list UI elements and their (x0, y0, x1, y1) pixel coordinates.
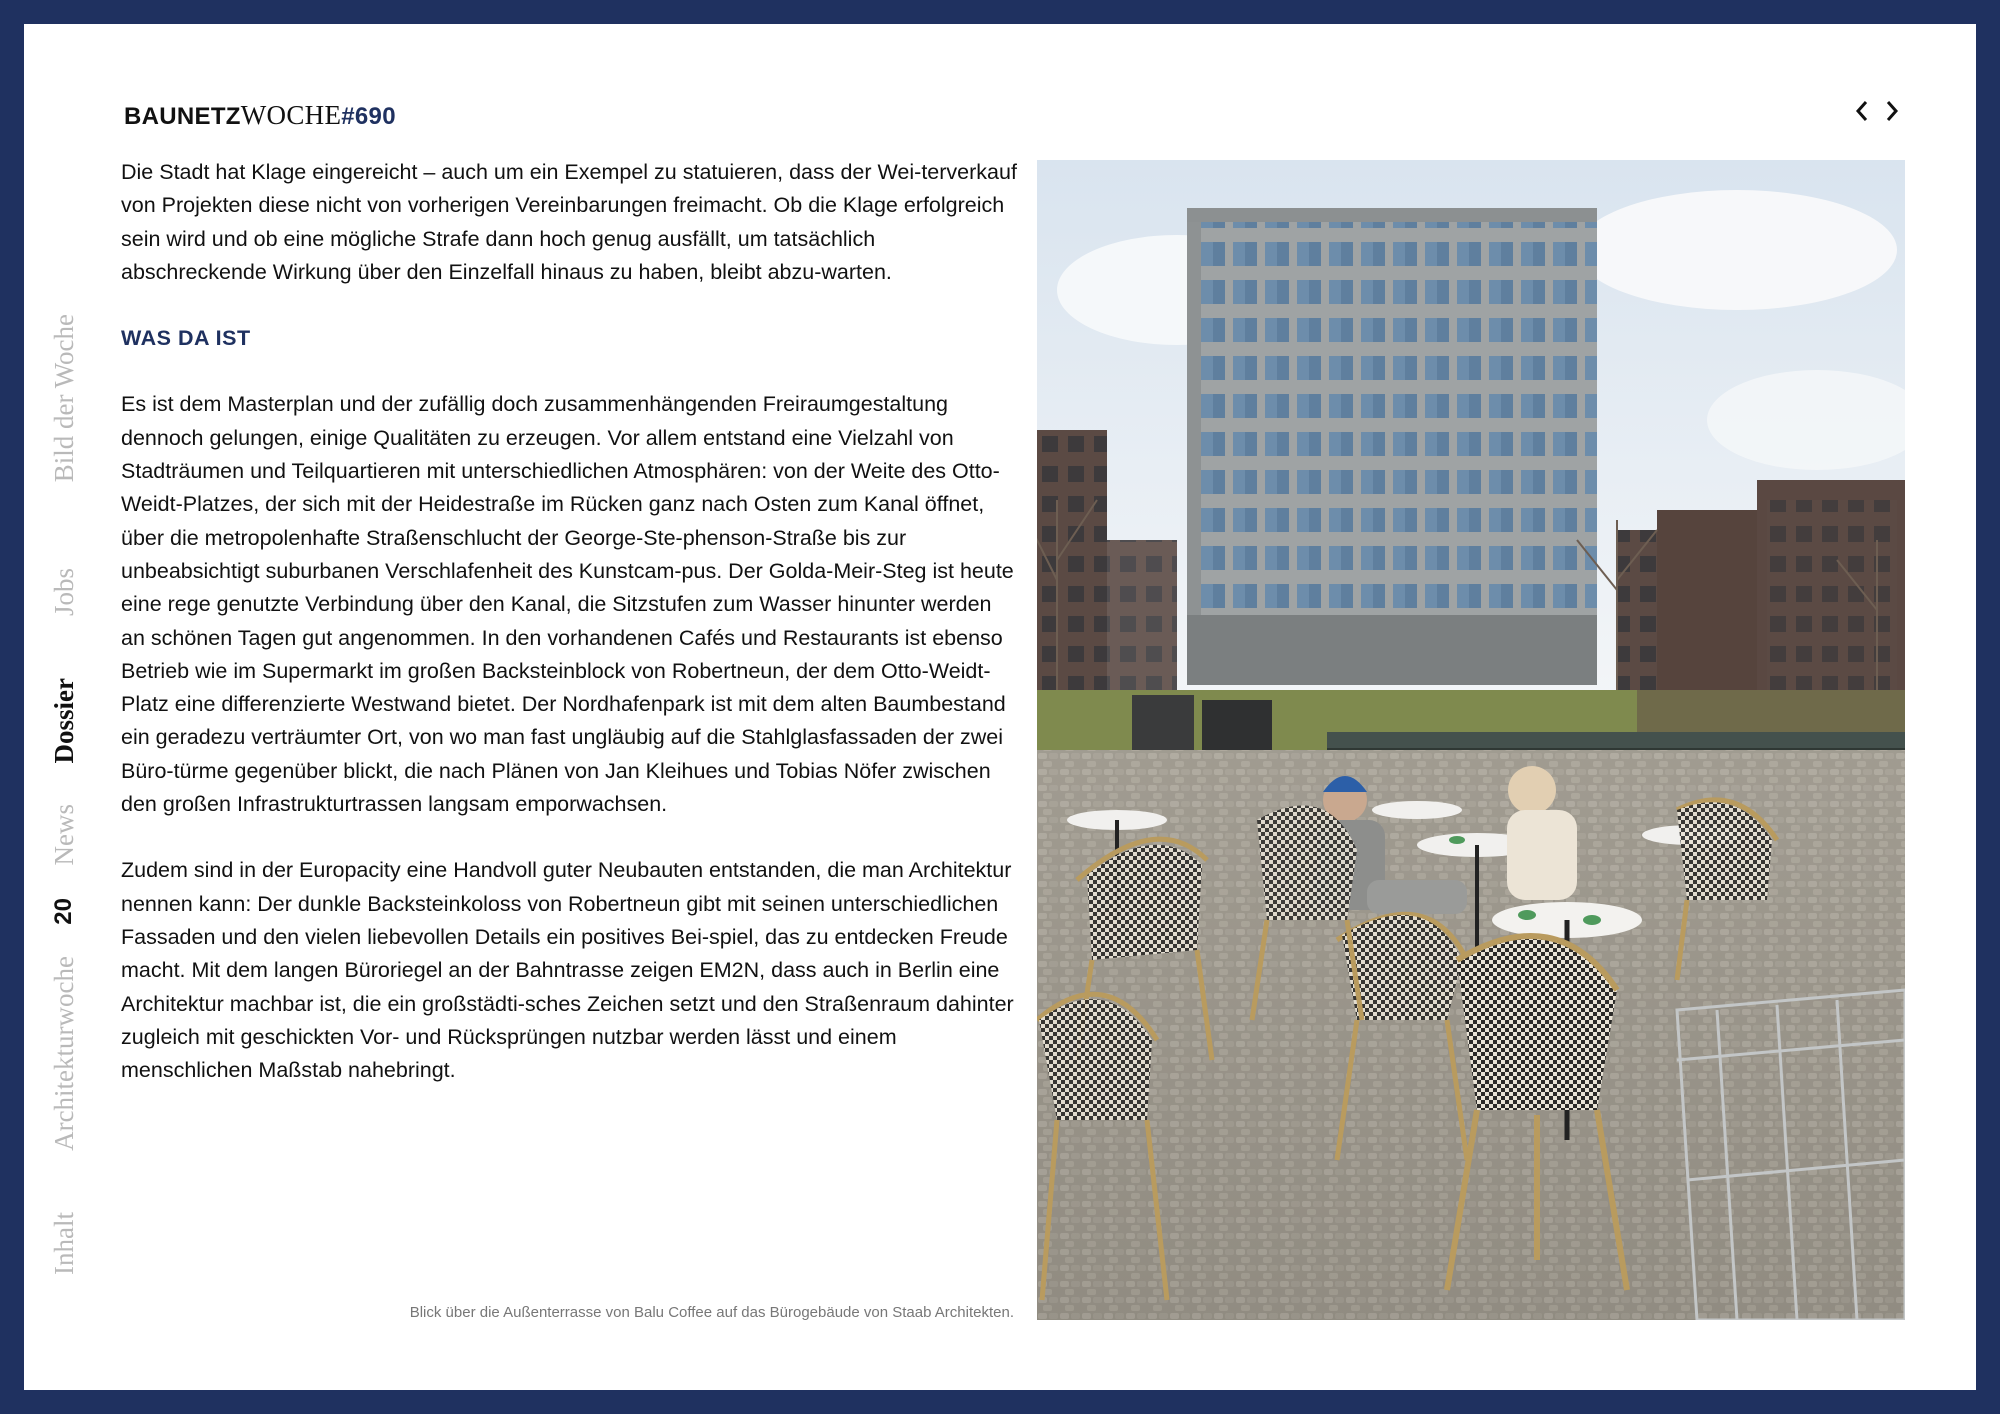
article-paragraph-1: Die Stadt hat Klage eingereicht – auch um ein Exempel zu statuieren, dass der Wei-terverkauf von Projekten diese nicht von vorherigen Vereinbarungen freimacht. Ob die Klage erfolgreich sein wird und ob eine mögliche Strafe dann hoch genug ausfällt, um tatsächlich abschreckende Wirkung über den Einzelfall hinaus zu haben, bleibt abzu-warten. (121, 160, 1017, 284)
article-body (121, 156, 1021, 1087)
sidebar-item-inhalt[interactable]: Inhalt (49, 1212, 79, 1275)
article-paragraph-3: Zudem sind in der Europacity eine Handvoll guter Neubauten entstanden, die man Architektur nennen kann: Der dunkle Backsteinkoloss von Robertneun gibt mit seinen unterschiedlichen Fassaden und den vielen liebevollen Details ein positives Bei-spiel, das zu entdecken Freude macht. Mit dem langen Büroriegel an der Bahntrasse zeigen EM2N, dass auch in Berlin eine Architektur machbar ist, die ein großstädti-sches Zeichen setzt und den Straßenraum dahinter zugleich mit geschickten Vor- und Rücksprüngen nutzbar werden lässt und einem menschlichen Maßstab nahebringt. (121, 858, 1014, 1083)
chevron-right-icon (1884, 99, 1900, 123)
page-navigation (1850, 94, 1904, 128)
sidebar-item-dossier[interactable]: Dossier (49, 678, 79, 764)
sidebar-item-architekturwoche[interactable]: Architekturwoche (49, 956, 79, 1151)
article-paragraph-2: Es ist dem Masterplan und der zufällig doch zusammenhängenden Freiraumgestaltung dennoch gelungen, einige Qualitäten zu erzeugen. Vor allem entstand eine Vielzahl von Stadträumen und Teilquartieren mit unterschiedlichen Atmosphären: von der Weite des Otto-Weidt-Platzes, der sich mit der Heidestraße im Rücken ganz nach Osten zum Kanal öffnet, über die metropolenhafte Straßenschlucht der George-Ste-phenson-Straße bis zur unbeabsichtigt suburbanen Verschlafenheit des Kunstcam-pus. Der Golda-Meir-Steg ist heute eine rege genutzte Verbindung über den Kanal, die Sitzstufen zum Wasser hinunter werden an schönen Tagen gut angenommen. In den vorhandenen Cafés und Restaurants ist ebenso Betrieb wie im Supermarkt im großen Backsteinblock von Robertneun, der dem Otto-Weidt-Platz eine differenzierte Westwand bietet. Der Nordhafenpark ist mit dem alten Baumbestand ein geradezu verträumter Ort, von wo man fast ungläubig auf die Stahlglasfassaden der zwei Büro-türme gegenüber blickt, die nach Plänen von Jan Kleihues und Tobias Nöfer zwischen den großen Infrastrukturtrassen langsam emporwachsen. (121, 392, 1014, 817)
issue-number: #690 (341, 103, 396, 130)
magazine-page (24, 24, 1976, 1390)
sidebar-item-news[interactable]: News (49, 804, 79, 866)
brand-part-baunetz: BAUNETZ (124, 103, 241, 130)
photo-caption: Blick über die Außenterrasse von Balu Coffee auf das Bürogebäude von Staab Architekten. (409, 1304, 1014, 1321)
cafe-terrace-photo (1037, 160, 1905, 1320)
brand-part-woche: WOCHE (240, 100, 342, 130)
section-heading: WAS DA IST (121, 326, 251, 351)
chevron-left-icon (1854, 99, 1870, 123)
page-number: 20 (50, 898, 77, 925)
brand-logo[interactable] (124, 100, 396, 131)
prev-page-button[interactable] (1850, 94, 1874, 128)
sidebar-item-bild-der-woche[interactable]: Bild der Woche (49, 314, 79, 483)
next-page-button[interactable] (1880, 94, 1904, 128)
article-photo (1037, 160, 1905, 1320)
section-sidebar (46, 314, 82, 1294)
sidebar-item-jobs[interactable]: Jobs (49, 568, 79, 617)
